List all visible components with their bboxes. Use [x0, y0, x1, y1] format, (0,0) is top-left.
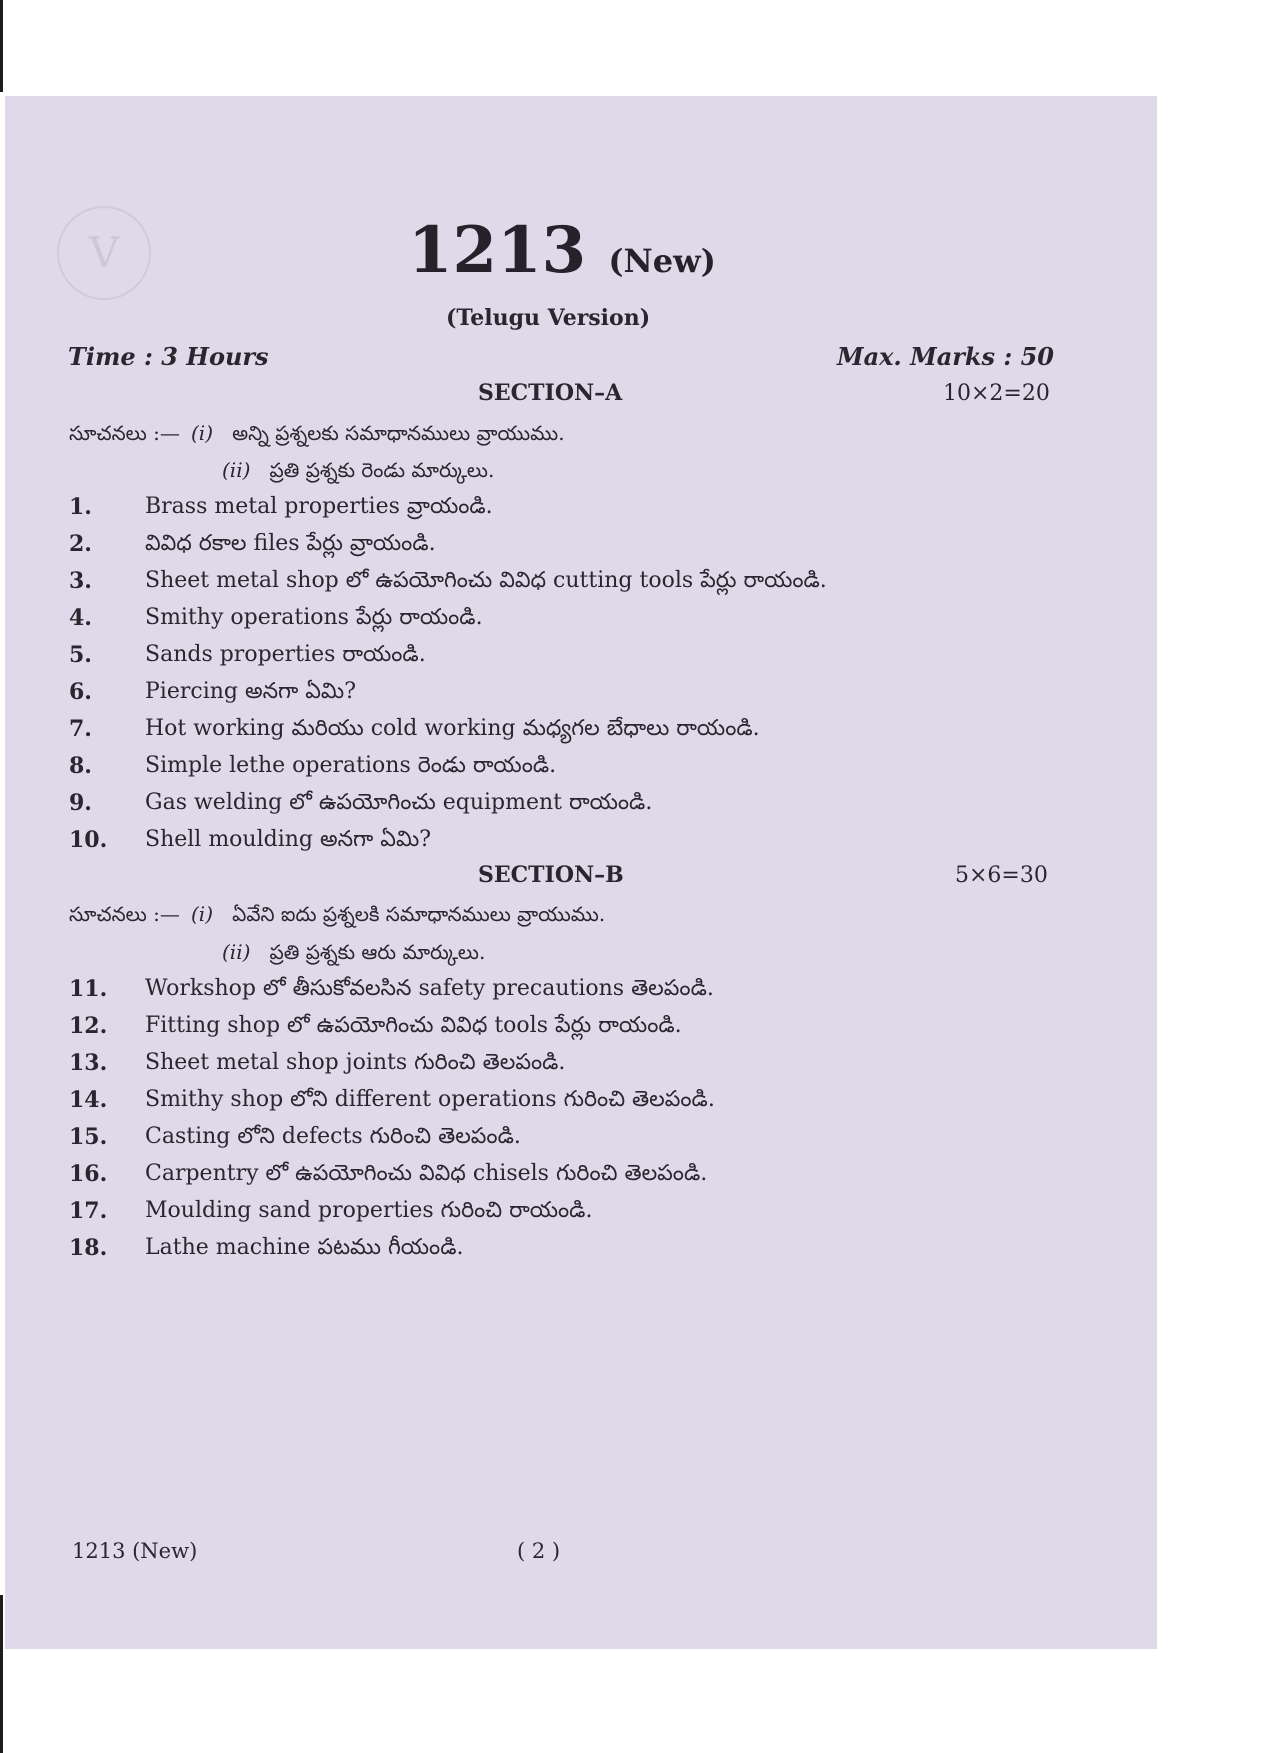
- question-text: Fitting shop లో ఉపయోగించు వివిధ tools పేర్లు రాయండి.: [145, 1013, 682, 1038]
- note-number: (ii): [222, 458, 251, 482]
- question-number: 16.: [69, 1161, 108, 1187]
- question-text: Smithy operations పేర్లు రాయండి.: [145, 605, 483, 630]
- question-text: Sands properties రాయండి.: [145, 642, 426, 667]
- question-text: Casting లోని defects గురించి తెలపండి.: [145, 1124, 521, 1149]
- question-number: 7.: [69, 716, 92, 742]
- question-number: 4.: [69, 605, 92, 631]
- question-text: Gas welding లో ఉపయోగించు equipment రాయండి.: [145, 790, 653, 815]
- question-number: 17.: [69, 1198, 108, 1224]
- question-text: Brass metal properties వ్రాయండి.: [145, 494, 493, 519]
- note-text: అన్ని ప్రశ్నలకు సమాధానములు వ్రాయుము.: [232, 421, 565, 445]
- seal-letter: V: [88, 228, 120, 277]
- section-a-note-2: [222, 458, 494, 487]
- question-text: Shell moulding అనగా ఏమి?: [145, 827, 432, 852]
- footer-page-number: ( 2 ): [517, 1539, 561, 1563]
- question-number: 6.: [69, 679, 92, 705]
- section-b-note-2: [222, 940, 485, 969]
- note-text: ప్రతి ప్రశ్నకు రెండు మార్కులు.: [269, 458, 495, 482]
- version-label: (Telugu Version): [446, 305, 651, 331]
- note-number: (ii): [222, 940, 251, 964]
- question-text: Hot working మరియు cold working మధ్యగల బేధాలు రాయండి.: [145, 716, 760, 741]
- max-marks-label: Max. Marks : 50: [837, 342, 1055, 371]
- question-text: Lathe machine పటము గీయండి.: [145, 1235, 464, 1260]
- scan-edge: [0, 0, 3, 92]
- section-a-marks: 10×2=20: [943, 381, 1050, 406]
- paper-code: [408, 213, 716, 288]
- footer-paper-code: 1213 (New): [72, 1539, 198, 1563]
- question-text: Workshop లో తీసుకోవలసిన safety precautions తెలపండి.: [145, 976, 714, 1001]
- note-text: ఏవేని ఐదు ప్రశ్నలకి సమాధానములు వ్రాయుము.: [232, 902, 606, 926]
- note-number: (i): [191, 421, 214, 445]
- section-a-note-1: [191, 421, 565, 450]
- section-b-title: SECTION–B: [478, 862, 624, 888]
- question-text: Simple lethe operations రెండు రాయండి.: [145, 753, 557, 778]
- question-number: 2.: [69, 531, 92, 557]
- paper-code-number: 1213: [408, 213, 587, 288]
- question-number: 18.: [69, 1235, 108, 1261]
- question-text: Sheet metal shop joints గురించి తెలపండి.: [145, 1050, 566, 1075]
- question-number: 14.: [69, 1087, 108, 1113]
- question-number: 13.: [69, 1050, 108, 1076]
- section-a-title: SECTION–A: [478, 380, 623, 406]
- question-text: Piercing అనగా ఏమి?: [145, 679, 356, 704]
- section-b-note-1: [191, 902, 605, 931]
- time-label: Time : 3 Hours: [68, 342, 269, 371]
- question-number: 12.: [69, 1013, 108, 1039]
- question-text: వివిధ రకాల files పేర్లు వ్రాయండి.: [145, 531, 436, 556]
- question-number: 8.: [69, 753, 92, 779]
- note-number: (i): [191, 902, 214, 926]
- question-text: Carpentry లో ఉపయోగించు వివిధ chisels గురించి తెలపండి.: [145, 1161, 708, 1186]
- scan-edge: [0, 1595, 3, 1753]
- question-number: 1.: [69, 494, 92, 520]
- question-number: 9.: [69, 790, 92, 816]
- section-a-note-label: సూచనలు :—: [69, 421, 180, 445]
- question-number: 15.: [69, 1124, 108, 1150]
- question-text: Moulding sand properties గురించి రాయండి.: [145, 1198, 593, 1223]
- faint-seal-stamp: [57, 206, 151, 300]
- section-b-note-label: సూచనలు :—: [69, 902, 180, 926]
- question-number: 5.: [69, 642, 92, 668]
- note-text: ప్రతి ప్రశ్నకు ఆరు మార్కులు.: [269, 940, 486, 964]
- section-b-marks: 5×6=30: [955, 863, 1048, 888]
- question-text: Smithy shop లోని different operations గురించి తెలపండి.: [145, 1087, 715, 1112]
- question-text: Sheet metal shop లో ఉపయోగించు వివిధ cutting tools పేర్లు రాయండి.: [145, 568, 827, 593]
- question-number: 3.: [69, 568, 92, 594]
- question-number: 10.: [69, 827, 108, 853]
- question-number: 11.: [69, 976, 108, 1002]
- paper-code-tag: (New): [608, 242, 716, 280]
